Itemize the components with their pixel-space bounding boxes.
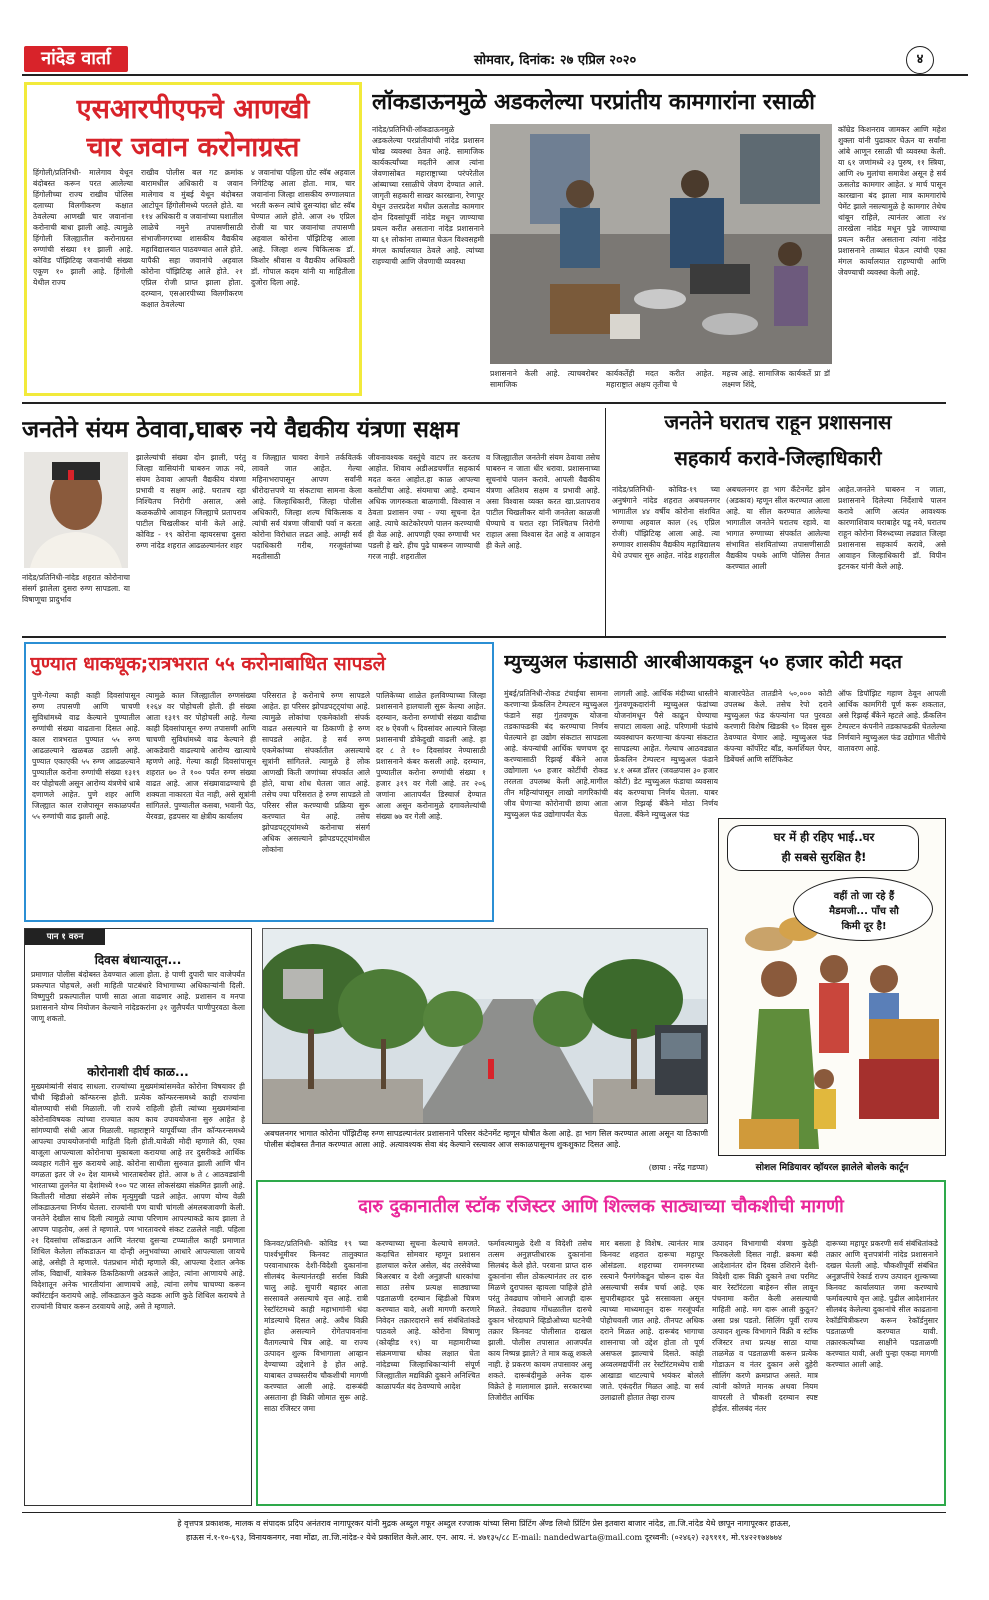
collector-headline-1: जनतेने घरातच राहून प्रशासनास [664,410,892,434]
restraint-text-col-4: जीवनावश्यक वस्तूंचे वाटप तर करतच आहोत. शिवाय अडीअडचणींत सहकार्य मदत करत आहोत.हा काळ आपल्या कसोटीचा आहे. संयमाचा आहे. दम्यान अधिक जागरुकता बाळगावी. विश्वास न ठेवता प्रशासन ज्या - ज्या सूचना देत आहे. त्याचे काटेकोरपणे पालन करण्याची ही वेळ आहे. आपणही एका रुग्णाची भर पडली हे खरे. हीच पुढे घाबरून जाण्याची गरज नाही. शहरातील [368,453,480,561]
continuation-sub2: कोरोनाशी दीर्घ काळ... [87,1065,189,1079]
portrait-image [24,452,128,568]
page-number: ४ [916,52,924,67]
continuation-tag-label: पान १ वरुन [46,932,84,942]
continuation-sub1: दिवस बंधान्यातून... [94,953,182,967]
street-photo-image [263,929,708,1124]
cartoon-label: सोशल मिडियावर व्हॉयरल झालेले बोलके कार्टून [755,1163,909,1173]
restraint-text-col-2: झालेल्यांची संख्या दोन झाली, परंतु जिल्हा वासियांनी घाबरुन जाऊ नये, संयम ठेवावा आपली वैद्यकीय यंत्रणा प्रभावी व सक्षम आहे. घरातच रहा निश्चितच निरोगी असाल, असे कळकळीचे आवाहन जिल्ह्याचे प्रतापराव पाटील चिखलीकर यांनी केले आहे. कोविड - १९ कोरोना व्हायरसचा दुसरा रुग्ण नांदेड शहरात आढळल्यानंतर शहर [136,453,246,550]
masthead-logo [24,46,128,72]
cartoon-bubble-line1: वहीं तो जा रहे हैं [833,891,895,902]
cartoon-panel [718,818,946,1156]
srpf-headline-2: चार जवान करोनाग्रस्त [86,132,300,163]
workers-caption-1: प्रशासनाने केली आहे. त्याचबरोबर सामाजिक [490,369,598,389]
divider-row-2 [22,636,946,638]
liquor-text-col-1: किनवट/प्रतिनिधी- कोविड १९ च्या पार्श्वभूमीवर किनवट तालुक्यात परवानाधारक देशी-विदेशी दुकानांना सीलबंद केल्यानंतरही सर्रास विक्री चालु आहे. सुपारी बहादर आता सरसावले असल्याचे वृत्त आहे. रात्री रेस्टॉरंटमध्ये काही महाभागांनी धंदा मांडल्याचे दिसत आहे. अवैध विक्री होत असल्याने रोगेतपावनांना वैतागल्याचे चित्र आहे. या राज्य उत्पादन शुल्क विभागाला आव्हान देण्याच्या उद्देशाने हे होत आहे. याबाबत उच्चस्तरीय चौकशीची मागणी करण्यात आली आहे. दारूबंदी असताना ही विक्री जोमात सुरू आहे. साठा रजिस्टर जमा [264,1239,368,1413]
pune-story [24,642,494,922]
srpf-text-col-1: हिंगोली/प्रतिनिधी- मालेगाव येथून बंदोबस्त करून परत आलेल्या हिंगोलीच्या राज्य राखीव पोलिस दलाच्या विलगीकरण कक्षात ठेवलेल्या आणखी चार जवानांना करोनाची बाधा झाली आहे. त्यामुळे हिंगोली जिल्ह्यातील करोनाग्रस्त रुग्णांची संख्या ११ झाली आहे. कोविड पॉझिटिव्ह जवानांची संख्या एकूण १० झाली आहे. हिंगोली येथील राज्य [33,168,133,287]
workers-caption-2: कार्यकर्तेही मदत करीत आहेत. महाराष्ट्रात अक्षय तृतीया चे [606,369,714,389]
continuation-box [24,928,252,1506]
footer-rule [22,1512,946,1513]
street-photo [262,928,708,1124]
liquor-text-col-4: मार बसला हे विशेष. त्यानंतर मात्र किनवट शहरात दारूचा महापूर ओसंडला. शहराच्या रामनगरच्या रस्त्याने पैनगंगेकडून चोरून दारू येत असल्याची सर्वत्र चर्चा आहे. एक सुपारीबहादर पुढे सरसावला असून त्याच्या माध्यमातून दारू गरजूंपर्यंत पोहोचवली जात आहे. तीनपट अधिक दराने मिळत आहे. दारूबंद भागाचा शासनाचा जो उद्देश होता तो पूर्ण असफल झाल्याचे दिसते. कांही अव्वलमद्यपींनी तर रेस्टॉरंटमध्येच रात्री आखाडा थाटल्याचे भयंकर बोलले जाते. एकंदरीत मिळत आहे. या सर्व उलाढाली होतात तेव्हा राज्य [600,1239,704,1402]
workers-photo [490,124,832,364]
pune-headline: पुण्यात धाकधूक;रात्रभरात ५५ करोनाबाधित सापडले [30,653,386,675]
srpf-headline-1: एसआरपीएफचे आणखी [76,94,310,125]
rbi-text-col-3: बाजारपेठेत तातडीने ५०,००० कोटी उपलब्ध केले. तसेच रेपो दराने म्युच्युअल फंड कंपन्यांना पत पुरवठा करणारी विशेष खिडकी ९० दिवस सुरू ठेवण्यात येणार आहे. म्युच्युअल फंड कंपन्या कॉर्पोरेट बॉंड, कमर्शियल पेपर, डिबेंचर्स आणि सर्टिफिकेट [724,689,832,764]
restraint-headline: जनतेने संयम ठेवावा,घाबरु नये वैद्यकीय यंत्रणा सक्षम [22,417,460,443]
restraint-text-col-3: व जिल्ह्यात चावरा वेगाने तर्कवितर्क लावले जात आहेत. गेल्या महिनाभरापासून आपण सर्वांनी धीरोदात्तपणे या संकटाचा सामना केला आहे. जिल्हाधिकारी, जिल्हा पोलीस अधिकारी, जिल्हा शल्य चिकित्सक व त्यांची सर्व यंत्रणा जीवाची पर्वा न करता कोरोना विरोधात लढत आहे. आम्ही सर्व पदाधिकारी गरीब, गरजूवंतांच्या मदतीसाठी [252,453,362,561]
pune-text-col-2: त्यामुळे काल जिल्ह्यातील रुग्णसंख्या १२६४ वर पोहोचली होती. ही संख्या आता १३१९ वर पोहोचली आहे. गेल्या काही दिवसांपासून रुग्ण तपासणी आणि चाचणी सुविधांमध्ये वाढ केल्याने ही आकडेवारी वाढल्याचे आरोग्य खात्याचे म्हणणे आहे. गेल्या काही दिवसांपासून शहरात ७० ते १०० पर्यंत रुग्ण संख्या वाढत आहे. आज संख्यावाढण्याचे ही शक्यता नाकारता येत नाही, असे सूत्रांनी सांगितले. पुण्यातील कसबा, भवानी पेठ, येरवडा, हडपसर या क्षेत्रीय कार्यालय [146,691,256,821]
continuation-sub1-text: प्रमाणात पोलीस बंदोबस्त ठेवण्यात आला होता. हे पाणी दुपारी चार वाजेपर्यंत प्रकल्पात पोहचले, अशी माहिती पाटबंधारे विभागाच्या अधिकाऱ्यांनी दिली. विष्णुपुरी प्रकल्पातील पाणी साठा आता वाढणार आहे. प्रशासन व मनपा प्रशासनाने योग्य नियोजन केल्याने नांदेडकरांना ३१ जुलैपर्यंत पाणीपुरवठा केला जाणू शकतो. [31,970,245,1023]
collector-text-col-2: अबचलनगर हा भाग कँटेनमेंट झोन (अडकाव) म्हणून सील करण्यात आला आहे. या सील करण्यात आलेल्या भागातील जनतेने घरातच रहावे. या भागात रुग्णाच्या संपर्कात आलेल्या संभावित संशयितांच्या तपासणीसाठी वैद्यकीय पथके आणि पोलिस तैनात करण्यात आली [726,485,830,571]
rbi-headline: म्युच्युअल फंडासाठी आरबीआयकडून ५० हजार कोटी मदत [504,651,902,673]
logo-text: नांदेड वार्ता [41,48,111,69]
restraint-portrait [24,452,128,568]
continuation-sub2-text: मुख्यमंत्र्यांनी संवाद साधला. राज्यांच्या मुख्यमंत्र्यांसमवेत कोरोना विषयावर ही चौथी व्हिडीओ कॉन्फरन्स होती. प्रत्येक कॉन्फरन्समध्ये काही राज्यांना बोलण्याची संधी मिळाली. जी राज्ये राहिली होती त्यांच्या मुख्यमंत्र्यांना कोरोनाविषयक त्यांच्या राज्यात काय काय उपाययोजना सुरु आहेत हे सांगण्याची संधी आज मिळाली. महाराष्ट्राने यापूर्वीच्या तीन कॉन्फरन्समध्ये आपल्या उपाययोजनांची माहिती दिली होती.यावेळी मोदी म्हणाले की, एका बाजूला आपल्याला कोरोनाचा मुकाबला करायचा आहे तर दुसरीकडे आर्थिक व्यवहार गतीने सुरु करायचे आहे. कोरोना साथीला सुरुवात झाली आणि चीन वगळता इतर जे २० देश यामध्ये भारताबरोबर होते. आज ७ ते ८ आठवड्यांनी भारताच्या तुलनेत या देशांमध्ये १०० पट जास्त लोकसंख्या संक्रमित झाली आहे. कितीतरी मोठ्या संख्येने लोक मृत्युमुखी पडले आहेत. आपण योग्य वेळी लॉकडाऊनचा निर्णय घेतला. राज्यांनी पण याची चांगली अंमलबजावणी केली. जनतेने देखील साथ दिली त्यामुळे त्याचा परिणाम आपल्याकडे काय झाला ते आपण पाहतोय, असं ते म्हणाले. पण भारतावरचे संकट टळलेले नाही. पहिला २१ दिवसांचा लॉकडाऊन आणि नंतरचा दुसऱ्या टप्प्यातील काही प्रमाणात शिथिल केलेला लॉकडाऊन या दोन्ही अनुभवांच्या आधारे आपल्याला जायचे आहे, असेही ते म्हणाले. पंतप्रधान मोदी म्हणाले की, आपल्या देशात अनेक लॉक, विद्यार्थी, यात्रेकरु ठिकठिकाणी अडकले आहेत, त्यांना आणायचे आहे. विदेशातून अनेक भारतीयांना आणायचे आहे, त्यांना लगेच चाचण्या करून क्वॉरंटाईन करायचे आहे. लॉकडाऊन कुठे कडक आणि कुठे शिथिल करायचे ते राज्यांनी विचार करून ठरवायचे आहे, असे ते म्हणाले. [31,1082,245,1311]
srpf-text-col-2: राखीव पोलीस बल गट क्रमांक बारामधील अधिकारी व जवान मालेगाव व मुंबई येथून बंदोबस्त आटोपून हिंगोलीमध्ये परतले होते. या ११४ अधिकारी व जवानांच्या घशातील लाळेचे नमुने तपासणीसाठी संभाजीनगरच्या शासकीय वैद्यकीय महाविद्यालयात पाठवण्यात आले होते. यापैकी सहा जवानांचे अहवाल कोरोना पॉझिटिव्ह आले होते. २१ एप्रिल रोजी प्राप्त झाला होता. दरम्यान, एसआरपीच्या विलगीकरण कक्षात ठेवलेल्या [141,168,243,309]
masthead-date: सोमवार, दिनांक: २७ एप्रिल २०२० [474,53,637,68]
srpf-story [24,82,362,396]
pune-text-col-4: पालिकेच्या शाळेत हलविण्याच्या जिल्हा प्रशासनाने हालचाली सुरू केल्या आहेत. दरम्यान, करोना रुग्णांची संख्या वाढीचा दर ७ ऐवजी ५ दिवसांवर आल्याने जिल्हा प्रशासनाची डोकेदुखी वाढली आहे. हा दर ८ ते १० दिवसांवर नेण्यासाठी प्रशासनाने कंबर कसली आहे. दरम्यान, पुण्यातील करोना रुग्णांची संख्या १ हजार ३१९ वर गेली आहे. तर २०६ जणांना आतापर्यंत डिस्चार्ज देण्यात आला असून करोनामुळे दगावलेल्यांची संख्या ७७ वर गेली आहे. [376,691,486,821]
liquor-text-col-3: फर्मावल्यामुळे देशी व विदेशी तसेच तत्सम अनुज्ञप्तीधारक दुकानांना सिलबंद केले होते. परवाना प्राप्त दारु दुकानांना सील ठोकल्यानंतर तर दारु मिळणे दुरापास्त व्हायला पाहिजे होते परंतु तेवढ्याच जोमाने आजही दारू मिळते. तेवढ्याच गोंधळातील दारुचे दुकान भोरदाघाने व्हिडोओच्या घटनेची तक्रार किनवट पोलीसात दाखल झाली. पोलीस तपासात आजपर्यंत काय निष्पन्न झाले? ते मात्र कळू शकले नाही. हे प्रकरण कायम तपासावर असू शकते. दारूबंदीमुळे अनेक दारू विक्रेते हे मालामाल झाले. सरकारच्या तिजोरीत आर्थिक [488,1239,592,1402]
liquor-story [256,1180,946,1506]
cartoon-title-line1: घर में ही रहिए भाई..घर [773,830,875,844]
collector-text-col-3: आहेत.जनतेने घाबरुन न जाता, प्रशासनाने दिलेल्या निर्देशाचे पालन करावे आणि अत्यंत आवश्यक कारणाशिवाय घराबाहेर पडू नये, घरातच राहून कोरोना विरुध्दच्या लढ्यात जिल्हा प्रशासनास सहकार्य करावे, असे आवाहन जिल्हाधिकारी डॉ. विपीन इटनकर यांनी केले आहे. [838,485,946,571]
masthead-underline [22,74,968,76]
collector-text-col-1: नांदेड/प्रतिनिधी- कोविड-१९ च्या अनुषंगाने नांदेड शहरात अबचलनगर भागातील ४४ वर्षीय कोरोना संशयित रुग्णाचा अहवाल काल (२६ एप्रिल रोजी) पॉझिटिव्ह आला आहे. त्या रुग्णावर शासकीय वैद्यकीय महाविद्यालय येथे उपचार सुरु आहेत. नांदेड शहरातील [612,485,720,560]
footer-line-1: हे वृत्तपत्र प्रकाशक, मालक व संपादक प्रदिप अनंतराव नागापूरकर यांनी मुद्रक अब्दुल गफूर अब्दुल रज्जाक यांच्या सिमा प्रिंटिंग ॲण्ड लिथो प्रिंटिंग प्रेस इतवारा बाजार नांदेड, ता.जि.नांदेड येथे छापून नागापूरकर हाऊस, [177,1519,791,1528]
pune-text-col-1: पुणे-गेल्या काही काही दिवसांपासून रुग्ण तपासणी आणि चाचणी सुविधांमध्ये वाढ केल्याने पुण्यातील रुग्णांची संख्या वाढताना दिसत आहे. काल रात्रभरात पुण्यात ५५ रुग्ण आढळल्याने खळबळ उडाली आहे. पुण्यात एकाएकी ५५ रुग्ण आढळल्याने पुण्यातील करोना रुग्णांची संख्या १३१९ वर पोहोचली असून आरोग्य यंत्रणेचे धाबे दणाणले आहेत. पुणे शहर आणि जिल्ह्यात काल राजेपासून सकाळपर्यंत ५५ रुग्णांची वाढ झाली आहे. [32,691,140,821]
footer-line-2: हाऊस नं.१-१०-६९३, विनायकनगर, नवा मोंढा, ता.जि.नांदेड-२ येथे प्रकाशित केले.आर. एन. आय. नं. ४७१३५/८८ E-mail: nandedwarta@mail.com दूरध्वनी: (०२४६२) २३९१११, मो.९४२२१७४७७४ [185,1533,783,1542]
workers-headline: लॉकडाऊनमुळे अडकलेल्या परप्रांतीय कामगारांना रसाळी [372,90,816,115]
cartoon-bubble-line2: मैडमजी... पाँच सौ [829,906,899,917]
cartoon-title-line2: ही सबसे सुरक्षित है! [781,850,867,864]
pune-text-col-3: परिसरात हे करोनाचे रुग्ण सापडले आहेत. हा परिसर झोपडपट्ट्यांचा आहे. त्यामुळे लोकांचा एकमेकांशी संपर्क वाढत असल्याने या ठिकाणी हे रुग्ण सापडले आहेत. हे सर्व रुग्ण एकमेकांच्या संपर्कातील असल्याचे सूत्रांनी सांगितले. त्यामुळे हे लोक आणखी किती जणांच्या संपर्कात आले होते, याचा शोध घेतला जात आहे. तसेच ज्या परिसरात हे रुग्ण सापडले तो परिसर सील करण्याची प्रक्रिया सुरू करण्यात येत आहे. तसेच झोपडपट्ट्यांमध्ये करोनाचा संसर्ग अधिक असल्याने झोपडपट्ट्यांमधील लोकांना [262,691,370,854]
liquor-headline: दारु दुकानातील स्टॉक रजिस्टर आणि शिल्लक साठ्याच्या चौकशीची मागणी [358,1196,844,1217]
srpf-text-col-3: ४ जवानांचा पहिला ग्रोट स्वॅब अहवाल निगेटिव्ह आला होता. मात्र, चार जवानांना जिल्हा शासकीय रुग्णालयात भरती करून त्यांचे दुसऱ्यांदा थ्रोट स्वॅब घेण्यात आले होते. आज २७ एप्रिल रोजी या चार जवानांचा तपासणी अहवाल कोरोना पॉझिटिव्ह आला आहे. जिल्हा शल्य चिकित्सक डॉ. किशोर श्रीवास व वैद्यकीय अधिकारी डॉ. गोपाल कदम यांनी या माहितीला दुजोरा दिला आहे. [251,168,355,287]
workers-text-col-1: नांदेड/प्रतिनिधी-लॉकडाऊनमुळे अडकलेल्या परप्रांतीयांची नांदेड प्रशासन चोख व्यवस्था ठेवत आहे. सामाजिक कार्यकर्त्यांच्या मदतीने आज त्यांना जेवणासोबत महाराष्ट्राच्या परंपरेतील आंब्याच्या रसाळीचे जेवण देण्यात आले. जागृती सहकारी साखर कारखाना, रेणापूर येथून उत्तरप्रदेश मधील ऊसतोड कामगार दोन दिवसांपूर्वी नांदेड मधून जाण्याचा प्रयत्न करीत असताना नांदेड प्रशासनाने या ६१ लोकांना ताब्यात घेऊन विश्वसहमी मंगल कार्यालयात ठेवले आहे. त्यांच्या राहण्याची आणि जेवणाची व्यवस्था [372,125,484,266]
workers-caption-3: महत्त्व आहे. सामाजिक कार्यकर्ते प्रा डॉ लक्ष्मण शिंदे, [722,369,830,389]
masthead [22,44,968,76]
page-number-badge [906,46,934,74]
collector-headline-2: सहकार्य करावे-जिल्हाधिकारी [674,446,882,470]
restraint-text-col-5: व जिल्ह्यातील जनतेनी संयम ठेवावा तसेच घाबरुन न जाता धीर धरावा. प्रशासनाच्या सूचनांचे पालन करावे. आपली वैद्यकीय यंत्रणा अतिशय सक्षम व प्रभावी आहे. असा विश्वास व्यक्त करत खा.प्रतापराव पाटील चिखलीकर यांनी जनतेला काळजी घेण्याचे व घरात रहा निश्चितच निरोगी राहाल असा विश्वास देत आहे व आवाहन ही केले आहे. [486,453,600,550]
continuation-tag [25,929,105,945]
street-photo-credit: (छाया : नरेंद्र गडप्पा) [648,1163,708,1172]
liquor-text-col-6: दारूच्या महापूर प्रकरणी सर्व संबंधितांकडे तक्रार आणि वृत्तपत्रांनी नांदेड प्रशासनाने दखल घेतली आहे. चौकशीपूर्वी संबंधित अनुज्ञप्तींचे रेकार्ड राज्य उत्पादन शुल्कच्या किनवट कार्यालयात जमा करण्याचे फर्मावल्याचे वृत्त आहे. पुढील आदेशानंतर सीलबंद केलेल्या दुकानांचे सील काढताना रेकॉर्डचित्रीकरण करून रेकॉर्डनुसार पडताळणी करण्यात यावी. तक्रारकर्त्यांच्या साक्षीने पडताळणी करण्यात यावी, अशी पुन्हा एकदा मागणी करण्यात आली आहे. [826,1239,938,1369]
rbi-text-col-4: ऑफ डिपॉझिट गहाण ठेवून आपली आर्थिक कामगिरी पूर्ण करू शकतात, असे रिझर्व्ह बँकेने म्हटले आहे. फ्रॅंकलिन टेम्पल्टन कंपनीने तडकाफडकी घेतलेल्या निर्णयाने म्युच्युअल फंड उद्योगात भीतीचे वातावरण आहे. [838,689,946,753]
rbi-text-col-2: लागली आहे. आर्थिक मंदीच्या धास्तीने गुंतवणूकदारांनी म्युच्युअल फंडांच्या योजनांमधून पैसे काढून घेण्याचा सपाटा लावला आहे. परिणामी फंडांचे व्यवस्थापन करणाऱ्या कंपन्या संकटात सापडल्या आहेत. गेल्याच आठवड्यात फ्रेंकलिन टेम्पल्टन म्युच्युअल फंडाने ४.१ अब्ज डॉलर (जवळपास ३० हजार कोटी) डेट म्युच्युअल फंडाचा व्यवसाय बंद करण्याचा निर्णय घेतला. याबर आज रिझर्व्ह बँकेने मोठा निर्णय घेतला. बँकेने म्युच्युअल फंड [614,689,718,819]
restraint-text-col-1: नांदेड/प्रतिनिधी-नांदेड शहरात कोरोनाचा संसर्ग झालेला दुसरा रुग्ण सापडला. या विषाणूचा प्रादुर्भाव [22,573,130,604]
rbi-text-col-1: मुंबई/प्रतिनिधी-रोकड टंचाईचा सामना करणाऱ्या फ्रेंकलिन टेम्पल्टन म्युच्युअल फंडाने सहा गुंतवणूक योजना तडकाफडकी बंद करण्याचा निर्णय घेतल्याने हा उद्योग संकटात सापडला आहे. कंपन्यांची आर्थिक चणचण दूर करण्यासाठी रिझर्व्ह बँकेने आज उद्योगाला ५० हजार कोटींची रोकड तरलता उपलब्ध केली आहे.मागील तीन महिन्यांपासून लाखो नागरिकांची जीव घेणाऱ्या कोरोनाची छाया आता म्युच्युअल फंड उद्योगापर्यंत येऊ [504,689,608,819]
workers-photo-image [490,124,832,364]
street-photo-caption: अबचलनगर भागात कोरोना पॉझिटीव्ह रुग्ण सापडल्यानंतर प्रशासनाने परिसर कंटेनमेंट म्हणून घोषीत केला आहे. हा भाग सिल करण्यात आला असून या ठिकाणी पोलीस बंदोबस्त तैनात करण्यात आला आहे. अत्यावश्यक सेवा बंद केल्याने रस्त्यावर आज सकाळपासूनच शुकशुकाट दिसत आहे. [264,1129,708,1149]
cartoon-speech-bubble [793,877,933,941]
divider-row-1 [22,402,946,404]
liquor-text-col-5: उत्पादन विभागाची यंत्रणा कुठेही फिरकलेली दिसत नाही. ब्रकमा बंदी आदेशानंतर दोन दिवस उशिराने देशी-विदेशी दारू विक्री दुकाने तथा परमिट बार रेस्टॉरंटला बाहेरुन सील लावून पंचनामा करीत केली असल्याची माहिती आहे. मग दारू आली कुठून? असा प्रश्न पडतो. सिलिंग पूर्वी राज्य उत्पादन शुल्क विभागाने विक्री व स्टॉक रजिस्टर तथा प्रत्यक्ष साठा याचा ताळमेळ व पडताळणी करून प्रत्येक गोडाऊन व नंतर दुकान असे दुहेरी सीलिंग करणे क्रमप्राप्त असते. मात्र त्यांनी कोणते मानक अथवा नियम वापरली ते चौकशी दरम्यान स्पष्ट होईल. सीलबंद नंतर [712,1239,818,1413]
cartoon-title-box [727,825,919,871]
workers-text-col-right: कॉम्रेड किशनराव जामकर आणि महेश शुक्ला यांनी पुढाकार घेऊन या सर्वांना आंबे आणून रसाळी ची व्यवस्था केली. या ६१ जणांमध्ये २३ पुरुष, ११ स्त्रिया, आणि २७ मुलांचा समावेश असून हे सर्व ऊसतोड कामगार आहेत. ४ मार्च पासून कारखाना बंद झाला मात्र कामगारांचे पेमेंट झाले नसल्यामुळे हे कामगार तेथेच थांबून राहिले, त्यानंतर आता २४ तारखेला नांदेड मधून पुढे जाण्याचा प्रयत्न करीत असताना त्यांना नांदेड प्रशासनाने ताब्यात घेऊन त्यांची एका मंगल कार्यालयात राहण्याची आणि जेवण्याची व्यवस्था केली आहे. [838,125,946,277]
cartoon-bubble-line3: किमी दूर है! [841,921,887,932]
liquor-text-col-2: करण्याच्या सूचना केल्याचे समजते. कदाचित सोमवार म्हणून प्रशासन हालचाल करेल असेल, बंद तरसेवेच्या बिअरबार व देशी अनुज्ञप्ती धारकांचा साठा तसेच प्रत्यक्ष साठ्याच्या पडताळणी दरम्यान व्हिडीओ चित्रण करण्यात यावे, अशी मागणी करणारे निवेदन तक्रारदाराने सर्व संबंधितांकडे पाठवले आहे. कोरोना विषाणू (कोव्हीड १९) या महामारीच्या संक्रमणाचा धोका लक्षात घेता नांदेडच्या जिल्हाधिकाऱ्यांनी संपूर्ण जिल्ह्यातील मद्यविक्री दुकाने अनिश्चित काळापर्यंत बंद ठेवण्याचे आदेश [376,1239,480,1391]
vertical-divider-1 [605,408,606,636]
